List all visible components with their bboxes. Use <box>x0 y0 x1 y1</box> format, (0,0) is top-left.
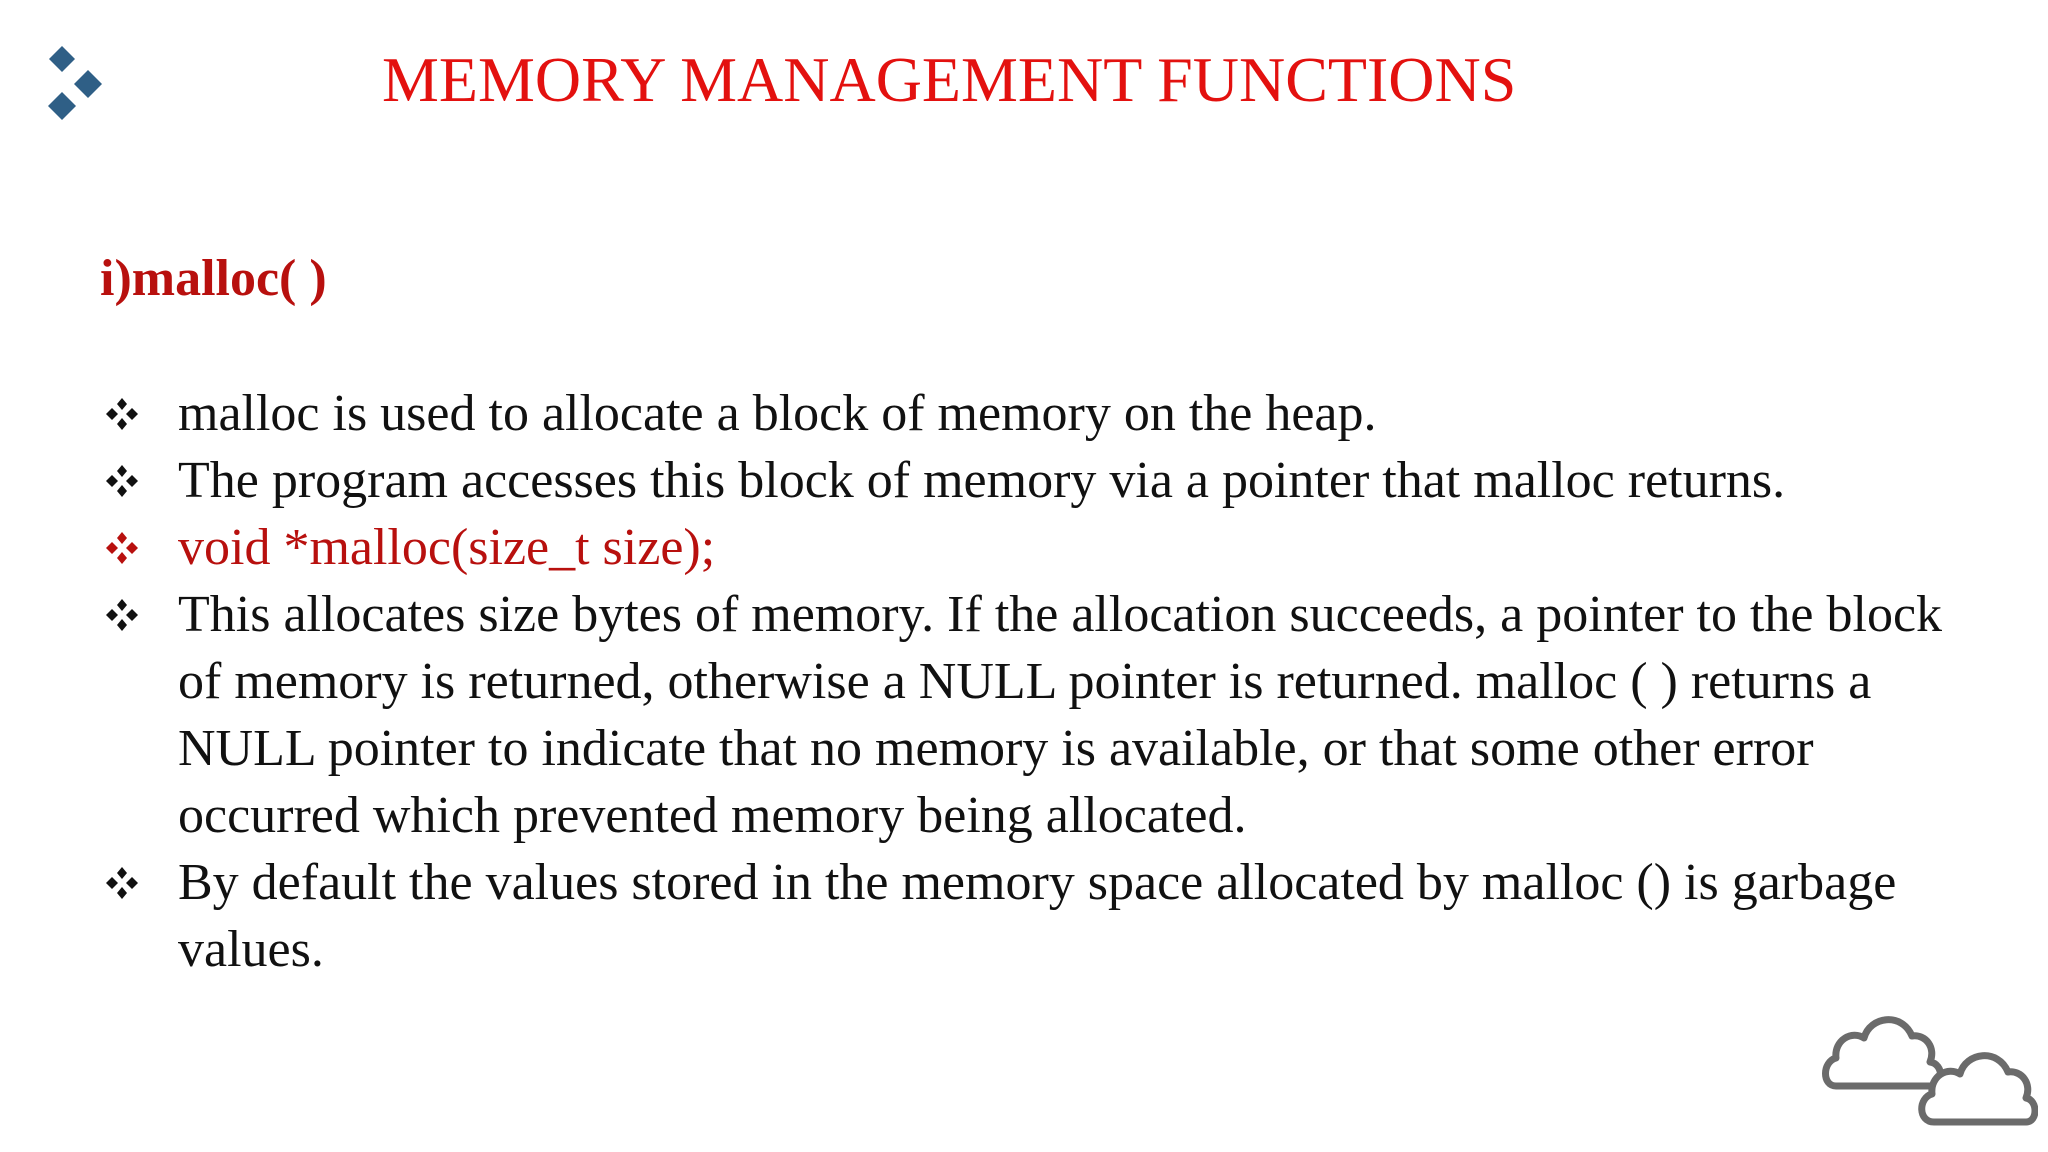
list-item <box>100 447 1980 514</box>
four-diamond-bullet-icon <box>104 530 140 566</box>
diamond-logo-icon <box>44 46 110 134</box>
bullet-text: By default the values stored in the memory space allocated by malloc () is garbage values. <box>178 854 1897 978</box>
section-heading: i)malloc( ) <box>100 250 327 307</box>
code-signature-text: void *malloc(size_t size); <box>178 519 716 576</box>
bullet-text: The program accesses this block of memory via a pointer that malloc returns. <box>178 452 1786 509</box>
four-diamond-bullet-icon <box>104 597 140 633</box>
list-item <box>100 849 1980 983</box>
list-item <box>100 581 1980 849</box>
bullet-text: This allocates size bytes of memory. If the allocation succeeds, a pointer to the block of memory is returned, otherwise a NULL pointer is returned. malloc ( ) returns a NULL pointer to indicate that no memory is available, or that some other error occurred which prevented memory being allocated. <box>178 586 1943 844</box>
list-item <box>100 380 1980 447</box>
bullet-text: malloc is used to allocate a block of memory on the heap. <box>178 385 1377 442</box>
cloud-outline-icon <box>1822 1000 2038 1132</box>
page-title: MEMORY MANAGEMENT FUNCTIONS <box>382 44 1517 115</box>
four-diamond-bullet-icon <box>104 396 140 432</box>
four-diamond-bullet-icon <box>104 865 140 901</box>
list-item <box>100 514 1980 581</box>
bullet-list <box>100 380 1980 983</box>
four-diamond-bullet-icon <box>104 463 140 499</box>
